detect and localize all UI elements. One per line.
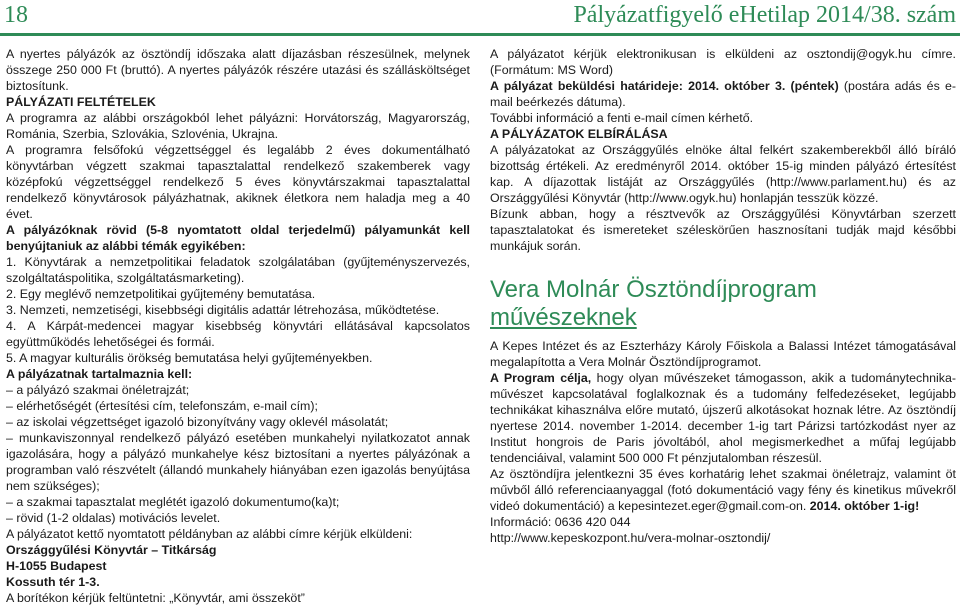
deadline-label: A pályázat beküldési határideje: 2014. október 3. (péntek) [490, 79, 839, 93]
contents-item: – rövid (1-2 oldalas) motivációs levelet. [6, 511, 221, 525]
goal-label: A Program célja, [490, 371, 592, 385]
section-title-line2: művészeknek [490, 304, 637, 331]
apply-text: Az ösztöndíjra jelentkezni 35 éves korhatárig lehet szakmai önéletrajz, valamint öt művből álló referenciaanyaggal (fotó dokumentáció vagy fény és kinetikus művekről videó dokumentáció) a kepesintezet.eger@gmail.com-on. [490, 467, 956, 513]
contents-item: – munkaviszonnyal rendelkező pályázó esetében munkahelyi nyilatkozatot annak igazolására, hogy a pályázó munkahelye kész biztosítani a nyertes pályázónak a programban való részvételt (állandó munkahely hiányában ezen igazolás benyújtása nem szükséges); [6, 431, 470, 493]
email-note: A pályázatot kérjük elektronikusan is elküldeni az osztondij@ogyk.hu címre. (Formátum: MS Word) [490, 47, 956, 77]
deadline-paragraph [490, 78, 956, 110]
page-header [0, 0, 960, 34]
left-column [6, 46, 470, 606]
website-link[interactable]: http://www.kepeskozpont.hu/vera-molnar-osztondij/ [490, 531, 771, 545]
address-line: Országgyűlési Könyvtár – Titkárság [6, 543, 217, 557]
conditions-heading: PÁLYÁZATI FELTÉTELEK [6, 95, 156, 109]
section-title [490, 276, 956, 332]
topic-item: 1. Könyvtárak a nemzetpolitikai feladatok szolgálatában (gyűjteményszervezés, szolgáltatáspolitika, szolgáltatásmarketing). [6, 255, 470, 285]
address-line: Kossuth tér 1-3. [6, 575, 100, 589]
closing-paragraph: Bízunk abban, hogy a résztvevők az Országgyűlési Könyvtárban szerzett tapasztalatokat és ismereteket széleskörűen hasznosítani tudják majd későbbi munkájuk során. [490, 207, 956, 253]
contents-item: – elérhetőségét (értesítési cím, telefonszám, e-mail cím); [6, 399, 318, 413]
countries-paragraph: A programra az alábbi országokból lehet pályázni: Horvátország, Magyarország, Románia, Szerbia, Szlovákia, Szlovénia, Ukrajna. [6, 111, 470, 141]
right-column [490, 46, 956, 546]
evaluation-heading: A PÁLYÁZATOK ELBÍRÁLÁSA [490, 127, 668, 141]
topic-item: 5. A magyar kulturális örökség bemutatása helyi gyűjteményekben. [6, 351, 373, 365]
goal-text: hogy olyan művészeket támogasson, akik a tudománytechnika-művészet kapcsolatával foglalkoznak és a tudomány felfedezéseket, legújabb technikákat kihasználva előre mutató, újszerű alkotásokat hoznak létre. Az ösztöndíj nyertese 2014. november 1-2014. december 1-ig tart Párizsi tartózkodást nyer az Institut hongrois de Paris jóvoltából, ahol megismerkedhet a műfaj legújabb tendenciáival, valamint 500 000 Ft pénzjutalomban részesül. [490, 371, 956, 465]
newsletter-title: Pályázatfigyelő eHetilap 2014/38. szám [573, 2, 956, 28]
phone-line: Információ: 0636 420 044 [490, 515, 631, 529]
topic-item: 3. Nemzeti, nemzetiségi, kisebbségi digitális adattár létrehozása, működtetése. [6, 303, 440, 317]
eligibility-paragraph: A programra felsőfokú végzettséggel és legalább 2 éves dokumentálható könyvtárban végzett szakmai tapasztalattal rendelkező szakemberek vagy középfokú végzettséggel rendelkező 5 éves könyvtárszakmai tapasztalattal rendelkező könyvtárosok pályázhatnak, akiknek életkora nem haladja meg a 40 évet. [6, 143, 470, 221]
contents-heading: A pályázatnak tartalmaznia kell: [6, 367, 193, 381]
envelope-note: A borítékon kérjük feltüntetni: „Könyvtár, ami összeköt” [6, 591, 305, 605]
topic-item: 4. A Kárpát-medencei magyar kisebbség könyvtári ellátásával kapcsolatos együttműködés lehetőségei és formái. [6, 319, 470, 349]
contents-item: – az iskolai végzettséget igazoló bizonyítvány vagy oklevél másolatát; [6, 415, 389, 429]
intro-paragraph: A nyertes pályázók az ösztöndíj időszaka alatt díjazásban részesülnek, melynek összege 250 000 Ft (bruttó). A nyertes pályázók részére utazási és szállásköltséget biztosítunk. [6, 47, 470, 93]
topic-item: 2. Egy meglévő nemzetpolitikai gyűjtemény bemutatása. [6, 287, 316, 301]
address-line: H-1055 Budapest [6, 559, 107, 573]
evaluation-paragraph: A pályázatokat az Országgyűlés elnöke által felkért szakemberekből álló bíráló bizottság értékeli. Az eredményről 2014. október 15-ig minden pályázó értesítést kap. A díjazottak listáját az Országgyűlés (http://www.parlament.hu) és az Országgyűlési Könyvtár (http://www.ogyk.hu) honlapján tesszük közzé. [490, 143, 956, 205]
contents-item: – a pályázó szakmai önéletrajzát; [6, 383, 190, 397]
topics-intro: A pályázóknak rövid (5-8 nyomtatott oldal terjedelmű) pályamunkát kell benyújtaniuk az alábbi témák egyikében: [6, 223, 470, 253]
apply-deadline: 2014. október 1-ig! [809, 499, 920, 513]
page-number: 18 [4, 2, 28, 28]
apply-paragraph [490, 466, 956, 514]
header-divider [0, 33, 960, 36]
mail-intro: A pályázatot kettő nyomtatott példányban az alábbi címre kérjük elküldeni: [6, 527, 413, 541]
vera-intro: A Kepes Intézet és az Eszterházy Károly Főiskola a Balassi Intézet támogatásával megalapította a Vera Molnár Ösztöndíjprogramot. [490, 339, 956, 369]
goal-paragraph [490, 370, 956, 466]
deadline-rest: (postára adás és e-mail beérkezés dátuma). [490, 79, 957, 109]
contents-item: – a szakmai tapasztalat meglétét igazoló dokumentumo(ka)t; [6, 495, 340, 509]
section-title-line1: Vera Molnár Ösztöndíjprogram [490, 276, 817, 303]
more-info: További információ a fenti e-mail címen kérhető. [490, 111, 754, 125]
